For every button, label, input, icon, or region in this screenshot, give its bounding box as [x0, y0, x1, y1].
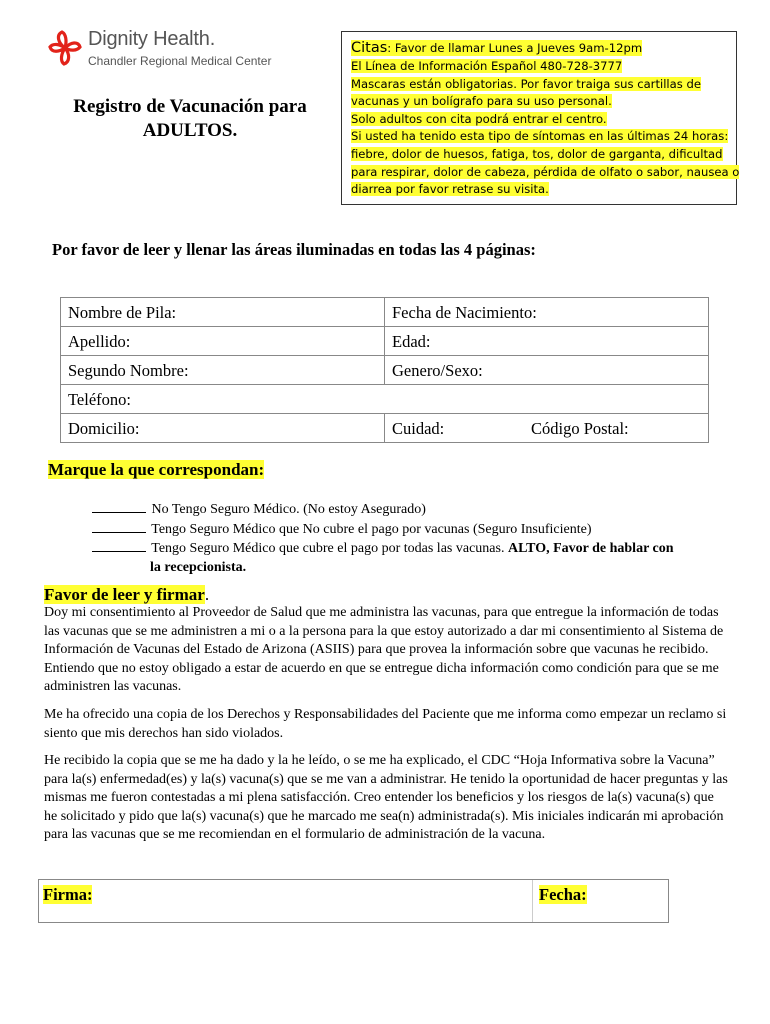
consent-paragraph-3: He recibido la copia que se me ha dado y la he leído, o se me ha explicado, el CDC “Hoja Informativa sobre la Vacuna” para la(s) enfermedad(es) y la(s) vacuna(s) que se me van a administrar. He tenido la oportunidad de hacer preguntas y las mismas me fueron contestadas a mi plena satisfacción. Creo entender los beneficios y los riesgos de la(s) vacuna(s) que he solicitado y pido que la(s) vacuna(s) que he marcado me sea(n) administrada(s). Mis iniciales indicarán mi aprobación para las vacunas que se me recomiendan en el formulario de administración de la vacuna. [44, 753, 728, 842]
insurance-option-insufficient[interactable]: Tengo Seguro Médico que No cubre el pago por vacunas (Seguro Insuficiente) [92, 520, 674, 540]
gender-field[interactable]: Genero/Sexo: [385, 356, 709, 385]
info-line: diarrea por favor retrase su visita. [351, 182, 549, 197]
postal-code-field[interactable]: Código Postal: [524, 414, 709, 443]
address-field[interactable]: Domicilio: [61, 414, 385, 443]
info-line: Solo adultos con cita podrá entrar el centro. [351, 111, 607, 126]
consent-paragraph-1: Doy mi consentimiento al Proveedor de Salud que me administra las vacunas, para que entregue la información de todas las vacunas que se me administren a mi o a la persona para la que estoy autorizado a dar mi consentimiento al Sistema de Información de Vacunas del Estado de Arizona (ASIIS) para que provea la información sobre que vacunas he recibido. Entiendo que no estoy obligado a estar de acuerdo en que se entregue dicha información como condición para que se me administren las vacunas. [44, 605, 724, 694]
personal-info-table [60, 297, 709, 443]
citas-line [351, 38, 736, 58]
dignity-health-flower-icon [48, 29, 82, 67]
info-line: vacunas y un bolígrafo para su uso personal. [351, 94, 612, 109]
citas-label: Citas [351, 40, 388, 56]
date-field[interactable]: Fecha: [539, 885, 587, 904]
info-line: fiebre, dolor de huesos, fatiga, tos, dolor de garganta, dificultad [351, 146, 723, 161]
signature-table [38, 879, 669, 923]
citas-text: : Favor de llamar Lunes a Jueves 9am-12pm [387, 41, 643, 55]
logo-subtitle: Chandler Regional Medical Center [88, 54, 272, 68]
insurance-options [92, 500, 674, 577]
appointment-info-box [341, 31, 740, 205]
consent-paragraph-2: Me ha ofrecido una copia de los Derechos y Responsabilidades del Paciente que me informa como empezar un reclamo si siento que mis derechos han sido violados. [44, 707, 727, 741]
info-line: para respirar, dolor de cabeza, pérdida de olfato o sabor, nausea o [351, 164, 740, 179]
signature-field[interactable]: Firma: [43, 885, 93, 904]
last-name-field[interactable]: Apellido: [61, 327, 385, 356]
insurance-option-full[interactable]: Tengo Seguro Médico que cubre el pago por todas las vacunas. ALTO, Favor de hablar con [92, 539, 674, 559]
logo-brand-text: Dignity Health. [88, 28, 216, 50]
checkbox-blank[interactable] [92, 539, 146, 552]
middle-name-field[interactable]: Segundo Nombre: [61, 356, 385, 385]
form-title-line-1: Registro de Vacunación para [73, 96, 307, 117]
read-and-sign-heading: Favor de leer y firmar. [44, 585, 210, 604]
phone-field[interactable]: Teléfono: [61, 385, 709, 414]
insurance-option-none[interactable]: No Tengo Seguro Médico. (No estoy Asegurado) [92, 500, 674, 520]
info-line: El Línea de Información Español 480-728-3777 [351, 59, 623, 73]
checkbox-blank[interactable] [92, 500, 146, 513]
info-line: Mascaras están obligatorias. Por favor traiga sus cartillas de [351, 76, 701, 91]
city-field[interactable]: Cuidad: [385, 414, 525, 443]
insurance-heading: Marque la que correspondan: [48, 460, 265, 479]
checkbox-blank[interactable] [92, 520, 146, 533]
form-title-line-2: ADULTOS. [142, 120, 238, 141]
signature-divider [532, 880, 533, 922]
first-name-field[interactable]: Nombre de Pila: [61, 298, 385, 327]
age-field[interactable]: Edad: [385, 327, 709, 356]
fill-instruction: Por favor de leer y llenar las áreas iluminadas en todas las 4 páginas: [52, 240, 536, 259]
insurance-option-full-continued: la recepcionista. [150, 559, 247, 575]
form-title [40, 95, 340, 143]
info-line: Si usted ha tenido esta tipo de síntomas en las últimas 24 horas: [351, 129, 729, 144]
birth-date-field[interactable]: Fecha de Nacimiento: [385, 298, 709, 327]
